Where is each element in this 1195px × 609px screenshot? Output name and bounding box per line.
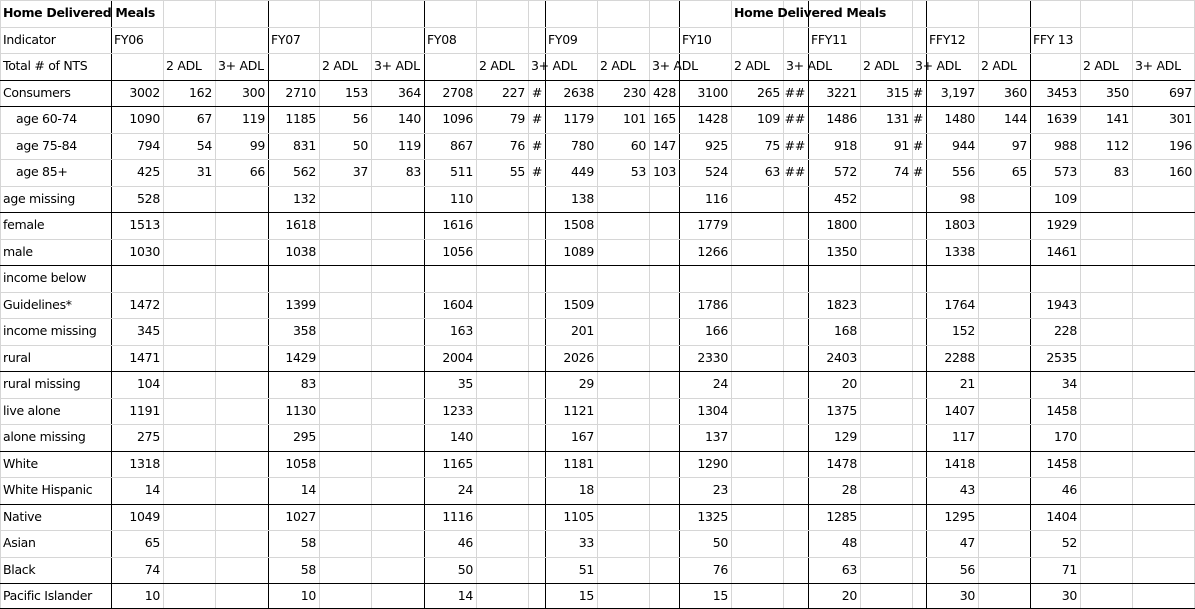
value-cell[interactable]: 1604 <box>442 296 473 312</box>
value-cell[interactable]: 1428 <box>697 110 728 126</box>
value-cell[interactable]: 3002 <box>129 84 160 100</box>
grid-line <box>0 530 1195 531</box>
value-cell[interactable]: 18 <box>578 481 594 497</box>
value-cell[interactable]: 1458 <box>1046 402 1077 418</box>
value-cell[interactable]: 47 <box>959 534 975 550</box>
value-cell[interactable]: 2330 <box>697 349 728 365</box>
value-cell[interactable]: 1508 <box>563 216 594 232</box>
adl-2-header[interactable]: 2 ADL <box>734 57 770 73</box>
value-cell[interactable]: 295 <box>293 428 316 444</box>
value-cell[interactable] <box>111 265 163 291</box>
adl-2-cell[interactable]: 79 <box>509 110 525 126</box>
grid-line <box>0 265 1195 266</box>
fiscal-year-header[interactable]: FY09 <box>548 31 578 47</box>
adl-3plus-cell[interactable]: 99 <box>249 137 265 153</box>
adl-2-cell[interactable]: 265 <box>757 84 780 100</box>
total-nts-label[interactable]: Total # of NTS <box>3 57 88 73</box>
value-cell[interactable]: 573 <box>1054 163 1077 179</box>
value-cell[interactable]: 23 <box>712 481 728 497</box>
adl-3plus-cell[interactable]: # <box>912 110 923 126</box>
value-cell[interactable]: 1929 <box>1046 216 1077 232</box>
value-cell[interactable]: 109 <box>1054 190 1077 206</box>
value-cell[interactable]: 104 <box>137 375 160 391</box>
adl-3plus-cell[interactable]: 119 <box>398 137 421 153</box>
grid-line <box>0 504 1195 505</box>
value-cell[interactable]: 21 <box>959 375 975 391</box>
value-cell[interactable]: 1399 <box>285 296 316 312</box>
value-cell[interactable]: 52 <box>1061 534 1077 550</box>
adl-2-cell[interactable]: 350 <box>1106 84 1129 100</box>
adl-2-cell[interactable]: 37 <box>352 163 368 179</box>
row-label[interactable]: age 60-74 <box>16 110 77 126</box>
value-cell[interactable]: 1027 <box>285 508 316 524</box>
adl-2-header[interactable]: 2 ADL <box>863 57 899 73</box>
value-cell[interactable]: 117 <box>952 428 975 444</box>
value-cell[interactable]: 98 <box>959 190 975 206</box>
adl-2-header[interactable]: 2 ADL <box>600 57 636 73</box>
value-cell[interactable] <box>1030 265 1080 291</box>
value-cell[interactable]: 511 <box>450 163 473 179</box>
fiscal-year-header[interactable]: FY06 <box>114 31 144 47</box>
value-cell[interactable]: 2710 <box>285 84 316 100</box>
value-cell[interactable]: 1056 <box>442 243 473 259</box>
adl-3plus-cell[interactable]: 147 <box>653 137 676 153</box>
value-cell[interactable]: 1803 <box>944 216 975 232</box>
row-label[interactable]: income below <box>3 269 87 285</box>
value-cell[interactable]: 138 <box>571 190 594 206</box>
value-cell[interactable]: 15 <box>578 587 594 603</box>
value-cell[interactable]: 2535 <box>1046 349 1077 365</box>
grid-line <box>0 371 1195 372</box>
value-cell[interactable]: 794 <box>137 137 160 153</box>
adl-3plus-cell[interactable]: ## <box>784 137 805 153</box>
value-cell[interactable]: 228 <box>1054 322 1077 338</box>
value-cell[interactable]: 2708 <box>442 84 473 100</box>
value-cell[interactable]: 110 <box>450 190 473 206</box>
value-cell[interactable]: 48 <box>841 534 857 550</box>
value-cell[interactable]: 1458 <box>1046 455 1077 471</box>
grid-line <box>0 239 1195 240</box>
adl-3plus-cell[interactable]: 196 <box>1169 137 1192 153</box>
adl-3plus-header[interactable]: 3+ ADL <box>374 57 420 73</box>
adl-2-cell[interactable]: 31 <box>196 163 212 179</box>
value-cell[interactable]: 46 <box>1061 481 1077 497</box>
value-cell[interactable] <box>808 265 860 291</box>
value-cell[interactable]: 1779 <box>697 216 728 232</box>
adl-3plus-cell[interactable]: 119 <box>242 110 265 126</box>
value-cell[interactable]: 1616 <box>442 216 473 232</box>
value-cell[interactable]: 2288 <box>944 349 975 365</box>
adl-2-cell[interactable]: 131 <box>886 110 909 126</box>
adl-3plus-cell[interactable]: 66 <box>249 163 265 179</box>
value-cell[interactable]: 1325 <box>697 508 728 524</box>
value-cell[interactable]: 1181 <box>563 455 594 471</box>
value-cell[interactable]: 3100 <box>697 84 728 100</box>
value-cell[interactable]: 345 <box>137 322 160 338</box>
adl-2-cell[interactable]: 75 <box>764 137 780 153</box>
value-cell[interactable]: 1350 <box>826 243 857 259</box>
value-cell[interactable]: 1121 <box>563 402 594 418</box>
value-cell[interactable]: 33 <box>578 534 594 550</box>
adl-2-cell[interactable]: 360 <box>1004 84 1027 100</box>
value-cell[interactable]: 1429 <box>285 349 316 365</box>
value-cell[interactable]: 1030 <box>129 243 160 259</box>
adl-2-header[interactable]: 2 ADL <box>166 57 202 73</box>
value-cell[interactable] <box>679 265 731 291</box>
value-cell[interactable]: 1130 <box>285 402 316 418</box>
value-cell[interactable]: 1375 <box>826 402 857 418</box>
value-cell[interactable]: 10 <box>144 587 160 603</box>
row-label[interactable]: alone missing <box>3 428 86 444</box>
value-cell[interactable]: 1318 <box>129 455 160 471</box>
row-label[interactable]: Native <box>3 508 42 524</box>
adl-2-header[interactable]: 2 ADL <box>479 57 515 73</box>
value-cell[interactable]: 58 <box>300 561 316 577</box>
value-cell[interactable]: 925 <box>705 137 728 153</box>
value-cell[interactable]: 1096 <box>442 110 473 126</box>
adl-2-cell[interactable]: 50 <box>352 137 368 153</box>
value-cell[interactable]: 918 <box>834 137 857 153</box>
adl-3plus-header[interactable]: 3+ ADL <box>1135 57 1181 73</box>
value-cell[interactable]: 29 <box>578 375 594 391</box>
grid-line <box>0 424 1195 425</box>
value-cell[interactable]: 166 <box>705 322 728 338</box>
value-cell[interactable]: 1639 <box>1046 110 1077 126</box>
value-cell[interactable]: 449 <box>571 163 594 179</box>
value-cell[interactable]: 1304 <box>697 402 728 418</box>
value-cell[interactable] <box>926 265 978 291</box>
value-cell[interactable]: 71 <box>1061 561 1077 577</box>
value-cell[interactable]: 24 <box>457 481 473 497</box>
value-cell[interactable]: 1764 <box>944 296 975 312</box>
grid-line <box>0 186 1195 187</box>
row-label[interactable]: White <box>3 455 38 471</box>
adl-3plus-cell[interactable]: ## <box>784 84 805 100</box>
value-cell[interactable]: 1338 <box>944 243 975 259</box>
value-cell[interactable]: 867 <box>450 137 473 153</box>
value-cell[interactable]: 358 <box>293 322 316 338</box>
value-cell[interactable]: 56 <box>959 561 975 577</box>
adl-3plus-cell[interactable]: 697 <box>1169 84 1192 100</box>
adl-3plus-header[interactable]: 3+ ADL <box>531 57 577 73</box>
value-cell[interactable]: 43 <box>959 481 975 497</box>
value-cell[interactable]: 780 <box>571 137 594 153</box>
value-cell[interactable]: 1191 <box>129 402 160 418</box>
value-cell[interactable]: 116 <box>705 190 728 206</box>
adl-3plus-cell[interactable]: 140 <box>398 110 421 126</box>
adl-2-cell[interactable]: 53 <box>630 163 646 179</box>
value-cell[interactable]: 1509 <box>563 296 594 312</box>
adl-2-cell[interactable]: 63 <box>764 163 780 179</box>
adl-2-cell[interactable]: 141 <box>1106 110 1129 126</box>
value-cell[interactable]: 15 <box>712 587 728 603</box>
row-label[interactable]: Black <box>3 561 36 577</box>
value-cell[interactable]: 1823 <box>826 296 857 312</box>
adl-3plus-cell[interactable]: ## <box>784 110 805 126</box>
value-cell[interactable]: 14 <box>144 481 160 497</box>
adl-3plus-cell[interactable]: # <box>912 84 923 100</box>
grid-line <box>0 557 1195 558</box>
adl-2-cell[interactable]: 60 <box>630 137 646 153</box>
value-cell[interactable]: 167 <box>571 428 594 444</box>
adl-3plus-cell[interactable]: 83 <box>405 163 421 179</box>
adl-3plus-cell[interactable]: # <box>531 163 542 179</box>
value-cell[interactable]: 50 <box>712 534 728 550</box>
value-cell[interactable]: 1089 <box>563 243 594 259</box>
value-cell[interactable]: 3221 <box>826 84 857 100</box>
value-cell[interactable]: 572 <box>834 163 857 179</box>
adl-2-header[interactable]: 2 ADL <box>981 57 1017 73</box>
value-cell[interactable]: 1266 <box>697 243 728 259</box>
value-cell[interactable]: 170 <box>1054 428 1077 444</box>
value-cell[interactable]: 2403 <box>826 349 857 365</box>
value-cell[interactable]: 168 <box>834 322 857 338</box>
adl-2-cell[interactable]: 230 <box>623 84 646 100</box>
row-label[interactable]: Pacific Islander <box>3 587 92 603</box>
value-cell[interactable]: 129 <box>834 428 857 444</box>
value-cell[interactable]: 83 <box>300 375 316 391</box>
value-cell[interactable] <box>545 265 597 291</box>
value-cell[interactable]: 1513 <box>129 216 160 232</box>
adl-2-cell[interactable]: 54 <box>196 137 212 153</box>
adl-3plus-cell[interactable]: 364 <box>398 84 421 100</box>
grid-line <box>0 318 1195 319</box>
value-cell[interactable]: 20 <box>841 587 857 603</box>
adl-2-cell[interactable]: 101 <box>623 110 646 126</box>
adl-2-cell[interactable]: 109 <box>757 110 780 126</box>
adl-2-cell[interactable]: 97 <box>1011 137 1027 153</box>
value-cell[interactable]: 74 <box>144 561 160 577</box>
value-cell[interactable]: 1786 <box>697 296 728 312</box>
value-cell[interactable]: 1471 <box>129 349 160 365</box>
value-cell[interactable]: 1038 <box>285 243 316 259</box>
row-label[interactable]: male <box>3 243 33 259</box>
adl-2-cell[interactable]: 91 <box>893 137 909 153</box>
value-cell[interactable]: 14 <box>457 587 473 603</box>
value-cell[interactable]: 1105 <box>563 508 594 524</box>
value-cell[interactable]: 1185 <box>285 110 316 126</box>
value-cell[interactable]: 2638 <box>563 84 594 100</box>
adl-3plus-cell[interactable]: # <box>912 137 923 153</box>
value-cell[interactable]: 1407 <box>944 402 975 418</box>
row-label[interactable]: rural missing <box>3 375 81 391</box>
grid-line <box>0 398 1195 399</box>
value-cell[interactable]: 58 <box>300 534 316 550</box>
value-cell[interactable]: 132 <box>293 190 316 206</box>
row-label[interactable]: Guidelines* <box>3 296 72 312</box>
value-cell[interactable]: 1404 <box>1046 508 1077 524</box>
value-cell[interactable]: 140 <box>450 428 473 444</box>
adl-2-header[interactable]: 2 ADL <box>1083 57 1119 73</box>
adl-2-cell[interactable]: 153 <box>345 84 368 100</box>
adl-3plus-header[interactable]: 3+ ADL <box>652 57 698 73</box>
value-cell[interactable]: 46 <box>457 534 473 550</box>
value-cell[interactable]: 1285 <box>826 508 857 524</box>
value-cell[interactable]: 28 <box>841 481 857 497</box>
sheet-title-right[interactable]: Home Delivered Meals <box>734 4 886 20</box>
row-label[interactable]: age 75-84 <box>16 137 77 153</box>
value-cell[interactable]: 425 <box>137 163 160 179</box>
value-cell[interactable]: 14 <box>300 481 316 497</box>
adl-3plus-cell[interactable]: # <box>531 84 542 100</box>
adl-3plus-cell[interactable]: 103 <box>653 163 676 179</box>
value-cell[interactable]: 30 <box>959 587 975 603</box>
adl-3plus-header[interactable]: 3+ ADL <box>915 57 961 73</box>
value-cell[interactable]: 201 <box>571 322 594 338</box>
adl-2-cell[interactable]: 67 <box>196 110 212 126</box>
grid-line <box>0 345 1195 346</box>
value-cell[interactable]: 1480 <box>944 110 975 126</box>
value-cell[interactable]: 1058 <box>285 455 316 471</box>
row-label[interactable]: income missing <box>3 322 97 338</box>
grid-line <box>0 451 1195 452</box>
adl-3plus-cell[interactable]: # <box>531 137 542 153</box>
value-cell[interactable]: 3,197 <box>940 84 975 100</box>
value-cell[interactable] <box>424 265 476 291</box>
value-cell[interactable]: 1116 <box>442 508 473 524</box>
grid-line <box>0 212 1195 213</box>
adl-3plus-cell[interactable]: 300 <box>242 84 265 100</box>
value-cell[interactable]: 528 <box>137 190 160 206</box>
value-cell[interactable]: 3453 <box>1046 84 1077 100</box>
value-cell[interactable]: 1295 <box>944 508 975 524</box>
row-label[interactable]: rural <box>3 349 31 365</box>
adl-2-cell[interactable]: 76 <box>509 137 525 153</box>
adl-3plus-cell[interactable]: 160 <box>1169 163 1192 179</box>
adl-2-cell[interactable]: 56 <box>352 110 368 126</box>
adl-3plus-cell[interactable]: 428 <box>653 84 676 100</box>
value-cell[interactable]: 51 <box>578 561 594 577</box>
adl-2-cell[interactable]: 162 <box>189 84 212 100</box>
grid-line <box>0 583 1195 584</box>
value-cell[interactable]: 944 <box>952 137 975 153</box>
value-cell[interactable]: 34 <box>1061 375 1077 391</box>
value-cell[interactable]: 50 <box>457 561 473 577</box>
value-cell[interactable]: 275 <box>137 428 160 444</box>
indicator-header[interactable]: Indicator <box>3 31 56 47</box>
value-cell[interactable]: 1461 <box>1046 243 1077 259</box>
fiscal-year-header[interactable]: FY07 <box>271 31 301 47</box>
adl-2-cell[interactable]: 112 <box>1106 137 1129 153</box>
row-label[interactable]: female <box>3 216 45 232</box>
value-cell[interactable]: 1165 <box>442 455 473 471</box>
adl-3plus-cell[interactable]: ## <box>784 163 805 179</box>
adl-2-cell[interactable]: 83 <box>1113 163 1129 179</box>
fiscal-year-header[interactable]: FFY11 <box>811 31 848 47</box>
value-cell[interactable]: 137 <box>705 428 728 444</box>
value-cell[interactable]: 1179 <box>563 110 594 126</box>
value-cell[interactable]: 524 <box>705 163 728 179</box>
value-cell[interactable]: 1049 <box>129 508 160 524</box>
value-cell[interactable]: 35 <box>457 375 473 391</box>
row-label[interactable]: live alone <box>3 402 61 418</box>
fiscal-year-header[interactable]: FFY12 <box>929 31 966 47</box>
value-cell[interactable]: 1233 <box>442 402 473 418</box>
adl-3plus-cell[interactable]: # <box>912 163 923 179</box>
adl-2-cell[interactable]: 74 <box>893 163 909 179</box>
value-cell[interactable]: 152 <box>952 322 975 338</box>
fiscal-year-header[interactable]: FFY 13 <box>1033 31 1074 47</box>
value-cell[interactable]: 556 <box>952 163 975 179</box>
adl-3plus-header[interactable]: 3+ ADL <box>218 57 264 73</box>
value-cell[interactable]: 76 <box>712 561 728 577</box>
value-cell[interactable]: 20 <box>841 375 857 391</box>
adl-2-cell[interactable]: 227 <box>502 84 525 100</box>
value-cell[interactable]: 452 <box>834 190 857 206</box>
adl-3plus-cell[interactable]: 165 <box>653 110 676 126</box>
adl-2-cell[interactable]: 55 <box>509 163 525 179</box>
value-cell[interactable]: 1472 <box>129 296 160 312</box>
adl-2-cell[interactable]: 144 <box>1004 110 1027 126</box>
adl-2-cell[interactable]: 65 <box>1011 163 1027 179</box>
row-label[interactable]: age missing <box>3 190 75 206</box>
sheet-title-left[interactable]: Home Delivered Meals <box>3 4 155 20</box>
adl-2-cell[interactable]: 315 <box>886 84 909 100</box>
value-cell[interactable]: 63 <box>841 561 857 577</box>
value-cell[interactable]: 831 <box>293 137 316 153</box>
value-cell[interactable]: 163 <box>450 322 473 338</box>
grid-line <box>0 292 1195 293</box>
value-cell[interactable]: 1290 <box>697 455 728 471</box>
fiscal-year-header[interactable]: FY10 <box>682 31 712 47</box>
value-cell[interactable]: 65 <box>144 534 160 550</box>
value-cell[interactable]: 10 <box>300 587 316 603</box>
value-cell[interactable]: 30 <box>1061 587 1077 603</box>
fiscal-year-header[interactable]: FY08 <box>427 31 457 47</box>
adl-3plus-header[interactable]: 3+ ADL <box>786 57 832 73</box>
value-cell[interactable]: 1418 <box>944 455 975 471</box>
row-label[interactable]: White Hispanic <box>3 481 93 497</box>
row-label[interactable]: age 85+ <box>16 163 68 179</box>
value-cell[interactable]: 1800 <box>826 216 857 232</box>
value-cell[interactable] <box>268 265 319 291</box>
value-cell[interactable]: 988 <box>1054 137 1077 153</box>
value-cell[interactable]: 1486 <box>826 110 857 126</box>
value-cell[interactable]: 1943 <box>1046 296 1077 312</box>
value-cell[interactable]: 2026 <box>563 349 594 365</box>
grid-line <box>0 477 1195 478</box>
adl-3plus-cell[interactable]: 301 <box>1169 110 1192 126</box>
row-label[interactable]: Asian <box>3 534 36 550</box>
value-cell[interactable]: 1618 <box>285 216 316 232</box>
value-cell[interactable]: 1478 <box>826 455 857 471</box>
adl-3plus-cell[interactable]: # <box>531 110 542 126</box>
value-cell[interactable]: 24 <box>712 375 728 391</box>
value-cell[interactable]: 1090 <box>129 110 160 126</box>
value-cell[interactable]: 562 <box>293 163 316 179</box>
adl-2-header[interactable]: 2 ADL <box>322 57 358 73</box>
row-label[interactable]: Consumers <box>3 84 71 100</box>
value-cell[interactable]: 2004 <box>442 349 473 365</box>
